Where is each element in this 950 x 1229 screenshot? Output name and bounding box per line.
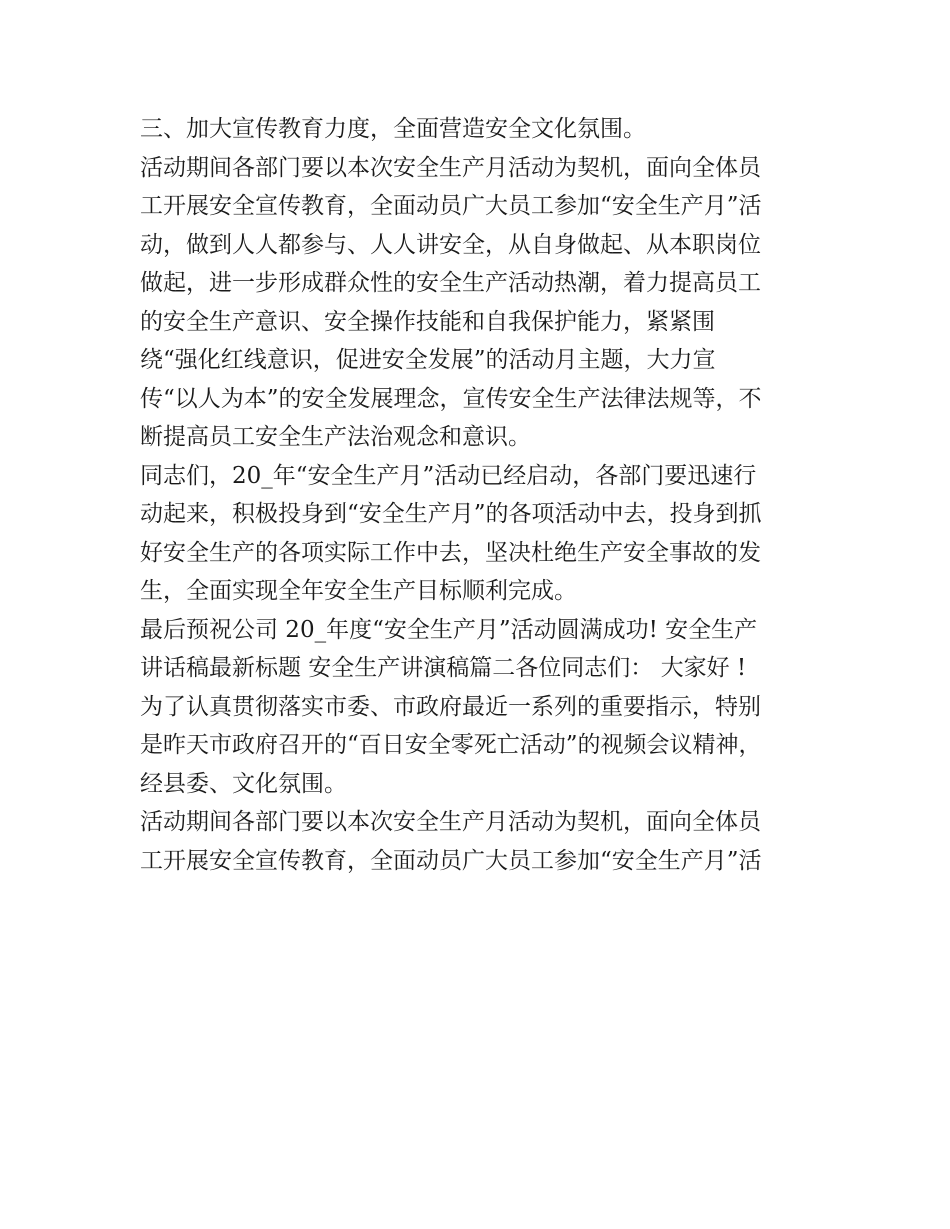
text-line: 断提高员工安全生产法治观念和意识。 — [140, 424, 531, 450]
text-line: 好安全生产的各项实际工作中去，坚决杜绝生产安全事故的发 — [140, 539, 761, 566]
text-line: 传“以人为本”的安全发展理念，宣传安全生产法律法规等，不 — [140, 385, 762, 412]
text-line: 三、加大宣传教育力度，全面营造安全文化氛围。 — [140, 116, 646, 142]
text-line: 为了认真贯彻落实市委、市政府最近一系列的重要指示，特别 — [140, 693, 761, 720]
document-body — [140, 110, 820, 880]
text-line: 活动期间各部门要以本次安全生产月活动为契机，面向全体员 — [140, 154, 761, 181]
text-line: 讲话稿最新标题 安全生产讲演稿篇二各位同志们： 大家好 ! — [140, 655, 747, 681]
text-line: 动起来，积极投身到“安全生产月”的各项活动中去，投身到抓 — [140, 501, 762, 527]
text-line: 活动期间各部门要以本次安全生产月活动为契机，面向全体员 — [140, 809, 761, 835]
text-line: 工开展安全宣传教育，全面动员广大员工参加“安全生产月”活 — [140, 847, 762, 874]
text-line: 生，全面实现全年安全生产目标顺利完成。 — [140, 578, 577, 604]
text-line: 动，做到人人都参与、人人讲安全，从自身做起、从本职岗位 — [140, 231, 761, 258]
text-line: 工开展安全宣传教育，全面动员广大员工参加“安全生产月”活 — [140, 193, 762, 219]
text-line: 最后预祝公司 20_年度“安全生产月”活动圆满成功! 安全生产 — [140, 616, 758, 643]
text-line: 做起，进一步形成群众性的安全生产活动热潮，着力提高员工 — [140, 270, 761, 296]
text-line: 同志们，20_年“安全生产月”活动已经启动，各部门要迅速行 — [140, 462, 757, 489]
text-line: 是昨天市政府召开的“百日安全零死亡活动”的视频会议精神， — [140, 732, 762, 758]
text-line: 的安全生产意识、安全操作技能和自我保护能力，紧紧围 — [140, 308, 715, 335]
text-line: 经县委、文化氛围。 — [140, 770, 347, 797]
text-line: 绕“强化红线意识，促进安全发展”的活动月主题，大力宣 — [140, 347, 716, 373]
